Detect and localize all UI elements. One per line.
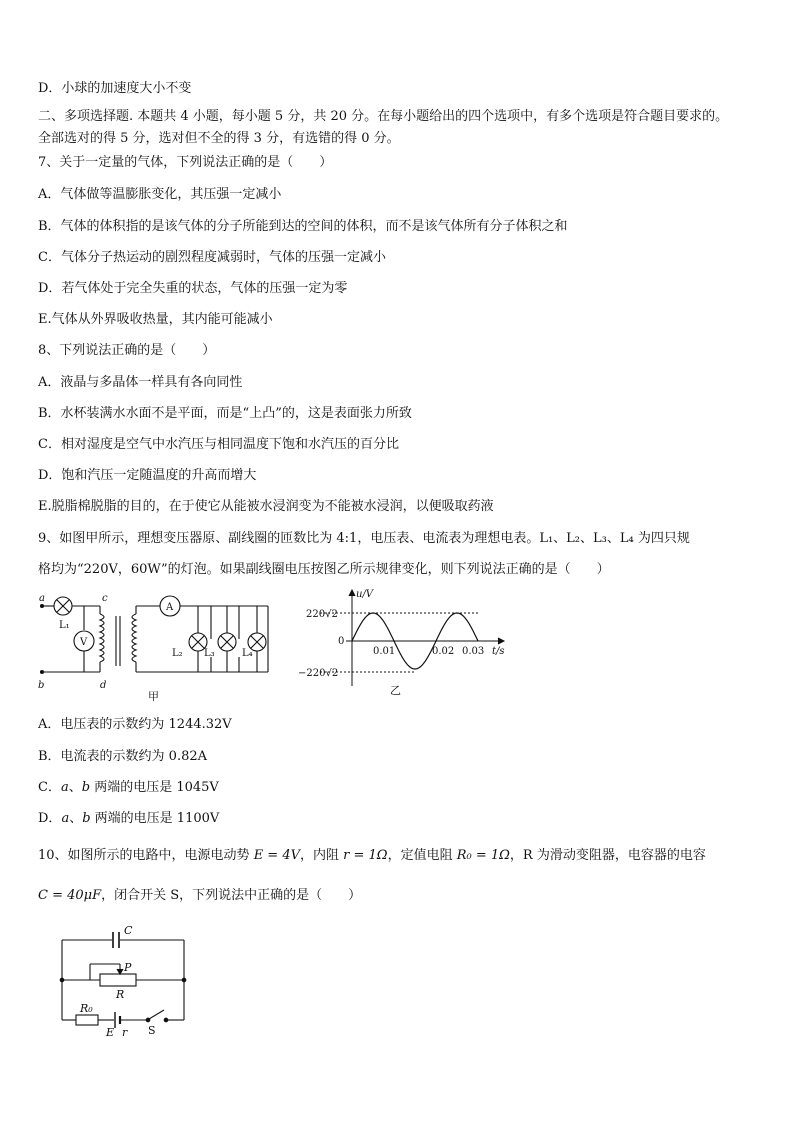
y-tick-zero: 0 <box>338 636 345 647</box>
option-7b: B．气体的体积指的是该气体的分子所能到达的空间的体积，而不是该气体所有分子体积之和 <box>38 219 568 234</box>
label-d: d <box>100 680 107 691</box>
figure-yi-chart <box>296 586 518 702</box>
option-7e: E.气体从外界吸收热量，其内能可能减小 <box>38 312 273 327</box>
point-a: a <box>60 780 69 795</box>
q10-capacitance: C = 40μF <box>38 888 102 903</box>
option-9c-prefix: C． <box>38 780 61 795</box>
option-9c <box>38 779 219 797</box>
label-r0: R₀ <box>80 1002 93 1015</box>
question-7: 7、关于一定量的气体，下列说法正确的是（ ） <box>38 155 333 170</box>
option-8a: A．液晶与多晶体一样具有各向同性 <box>38 375 243 390</box>
label-l2: L₂ <box>172 648 183 659</box>
point-b: b <box>81 780 91 795</box>
x-tick-1: 0.01 <box>373 646 396 657</box>
section-instructions: 全部选对的得 5 分，选对但不全的得 3 分，有选错的得 0 分。 <box>38 131 400 146</box>
option-8e: E.脱脂棉脱脂的目的，在于使它从能被水浸润变为不能被水浸润，以便吸取药液 <box>38 499 494 514</box>
option-9c-sep: 、 <box>68 780 82 795</box>
figure-jia-circuit <box>36 590 286 708</box>
label-e: E <box>106 1026 115 1037</box>
label-r: R <box>116 988 125 1001</box>
q10-fixed-resistor: R₀ = 1Ω <box>456 848 510 863</box>
question-9-line1: 9、如图甲所示，理想变压器原、副线圈的匝数比为 4:1，电压表、电流表为理想电表。L₁、L₂、L₃、L₄ 为四只规 <box>38 531 690 546</box>
option-8b: B．水杯装满水水面不是平面，而是“上凸”的，这是表面张力所致 <box>38 406 412 421</box>
x-axis-label: t/s <box>492 646 505 657</box>
figure-10-circuit <box>52 922 202 1037</box>
y-tick-min: −220√2 <box>298 668 339 679</box>
q10-text-2: ，内阻 <box>300 848 344 863</box>
label-l3: L₃ <box>204 648 215 659</box>
option-8c: C．相对湿度是空气中水汽压与相同温度下饱和水汽压的百分比 <box>38 437 399 452</box>
q10-text-1: 10、如图所示的电路中，电源电动势 <box>38 848 254 863</box>
option-9d-prefix: D． <box>38 811 62 826</box>
resistor-r0-icon <box>76 1015 98 1025</box>
option-9d-text: 两端的电压是 1100V <box>90 811 220 826</box>
text-line: D．小球的加速度大小不变 <box>38 81 192 96</box>
option-9b: B．电流表的示数约为 0.82A <box>38 749 208 764</box>
question-10-line2 <box>38 887 361 905</box>
rheostat-icon <box>100 974 136 986</box>
q10-text-3: ，定值电阻 <box>387 848 457 863</box>
question-10-line1 <box>38 847 706 865</box>
option-7c: C．气体分子热运动的剧烈程度减弱时，气体的压强一定减小 <box>38 250 386 265</box>
section-heading: 二、多项选择题. 本题共 4 小题，每小题 5 分，共 20 分。在每小题给出的四个选项中，有多个选项是符合题目要求的。 <box>38 109 729 124</box>
label-internal-r: r <box>122 1026 128 1037</box>
label-a: a <box>39 593 45 604</box>
point-a: a <box>61 811 70 826</box>
option-9d-sep: 、 <box>69 811 83 826</box>
option-9c-text: 两端的电压是 1045V <box>90 780 219 795</box>
q10-emf: E = 4V <box>253 848 300 863</box>
q10-text-4: ，R 为滑动变阻器，电容器的电容 <box>509 848 706 863</box>
label-p: P <box>124 961 132 974</box>
option-7a: A．气体做等温膨胀变化，其压强一定减小 <box>38 187 282 202</box>
label-a-meter: A <box>166 602 174 613</box>
question-8: 8、下列说法正确的是（ ） <box>38 343 216 358</box>
q10-text-5: ，闭合开关 S，下列说法中正确的是（ ） <box>101 888 362 903</box>
label-b: b <box>38 680 45 691</box>
option-8d: D．饱和汽压一定随温度的升高而增大 <box>38 468 257 483</box>
x-tick-2: 0.02 <box>432 646 455 657</box>
label-l4: L₄ <box>242 648 253 659</box>
label-c: C <box>124 924 133 937</box>
figure-jia-caption: 甲 <box>148 690 159 703</box>
point-b: b <box>82 811 91 826</box>
question-9-line2: 格均为“220V，60W”的灯泡。如果副线圈电压按图乙所示规律变化，则下列说法正确的是（ ） <box>38 562 610 577</box>
y-tick-max: 220√2 <box>306 609 338 620</box>
option-9d <box>38 810 219 828</box>
label-l1: L₁ <box>59 620 70 631</box>
label-s: S <box>148 1024 156 1037</box>
q10-internal-resistance: r = 1Ω <box>343 848 388 863</box>
option-7d: D．若气体处于完全失重的状态，气体的压强一定为零 <box>38 281 348 296</box>
option-9a: A．电压表的示数约为 1244.32V <box>38 717 232 732</box>
label-v: V <box>80 637 88 648</box>
y-axis-label: u/V <box>356 589 374 600</box>
switch-icon <box>149 1010 164 1019</box>
figure-yi-caption: 乙 <box>390 684 401 697</box>
x-tick-3: 0.03 <box>462 646 485 657</box>
label-c: c <box>102 593 108 604</box>
